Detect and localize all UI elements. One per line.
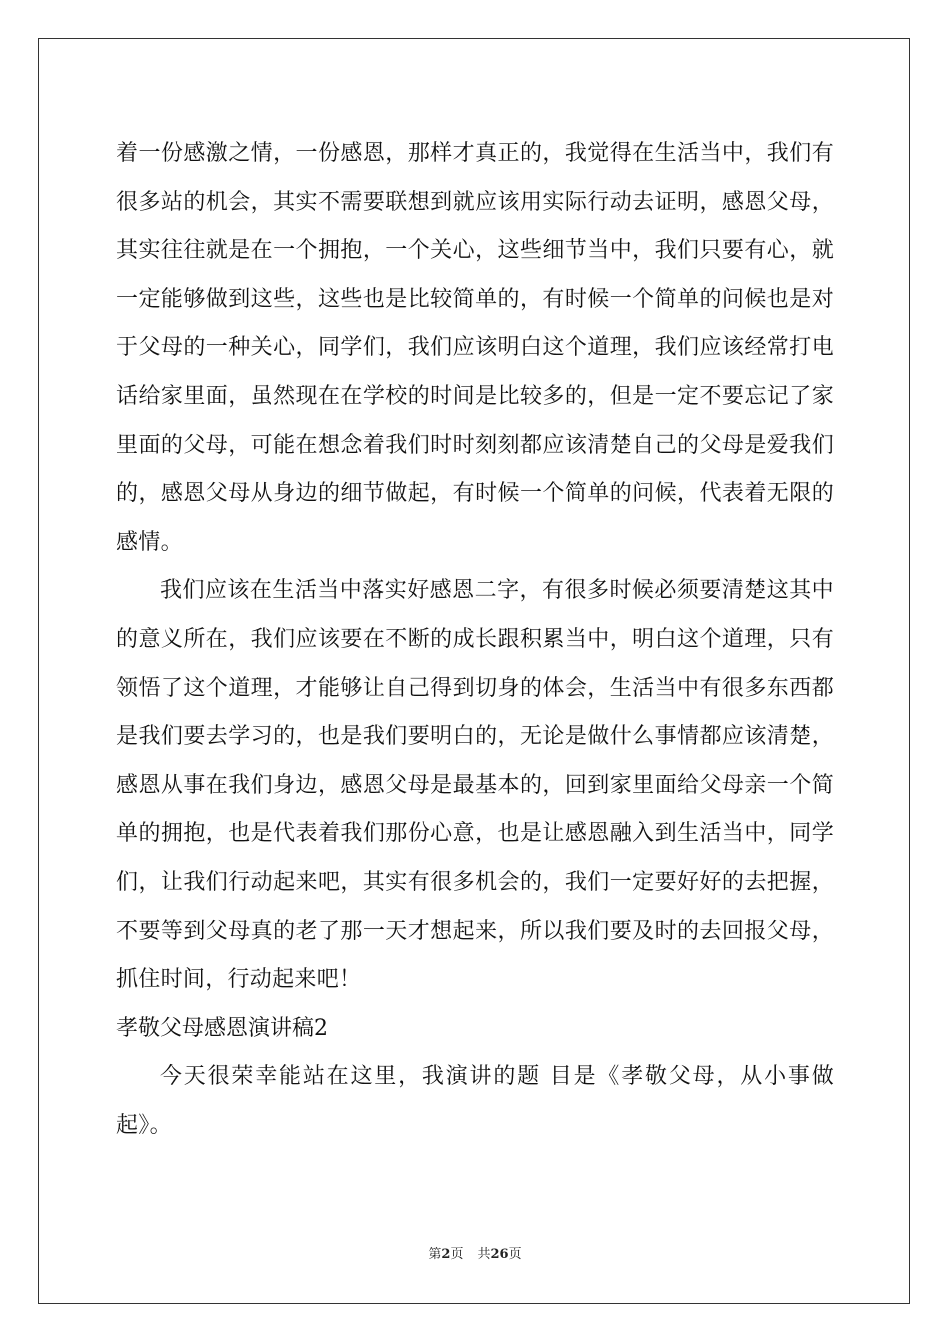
total-suffix: 页 xyxy=(508,1247,522,1262)
page-footer xyxy=(0,1246,950,1264)
page-suffix: 页 xyxy=(450,1247,464,1262)
paragraph-2: 我们应该在生活当中落实好感恩二字，有很多时候必须要清楚这其中的意义所在，我们应该要在不断的成长跟积累当中，明白这个道理，只有领悟了这个道理，才能够让自己得到切身的体会，生活当中有很多东西都是我们要去学习的，也是我们要明白的，无论是做什么事情都应该清楚，感恩从事在我们身边，感恩父母是最基本的，回到家里面给父母亲一个简单的拥抱，也是代表着我们那份心意，也是让感恩融入到生活当中，同学们，让我们行动起来吧，其实有很多机会的，我们一定要好好的去把握，不要等到父母真的老了那一天才想起来，所以我们要及时的去回报父母，抓住时间，行动起来吧！ xyxy=(116,578,834,993)
total-pages: 26 xyxy=(490,1247,509,1262)
page-number: 2 xyxy=(441,1247,451,1262)
document-body xyxy=(116,130,834,1150)
page-prefix: 第 xyxy=(428,1247,442,1262)
total-prefix: 共 xyxy=(477,1247,491,1262)
section-heading: 孝敬父母感恩演讲稿2 xyxy=(116,1015,328,1041)
section-paragraph: 今天很荣幸能站在这里，我演讲的题 目是《孝敬父母，从小事做起》。 xyxy=(116,1064,834,1138)
paragraph-1: 着一份感激之情，一份感恩，那样才真正的，我觉得在生活当中，我们有很多站的机会，其实不需要联想到就应该用实际行动去证明，感恩父母，其实往往就是在一个拥抱，一个关心，这些细节当中，我们只要有心，就一定能够做到这些，这些也是比较简单的，有时候一个简单的问候也是对于父母的一种关心，同学们，我们应该明白这个道理，我们应该经常打电话给家里面，虽然现在在学校的时间是比较多的，但是一定不要忘记了家里面的父母，可能在想念着我们时时刻刻都应该清楚自己的父母是爱我们的，感恩父母从身边的细节做起，有时候一个简单的问候，代表着无限的感情。 xyxy=(116,141,834,555)
